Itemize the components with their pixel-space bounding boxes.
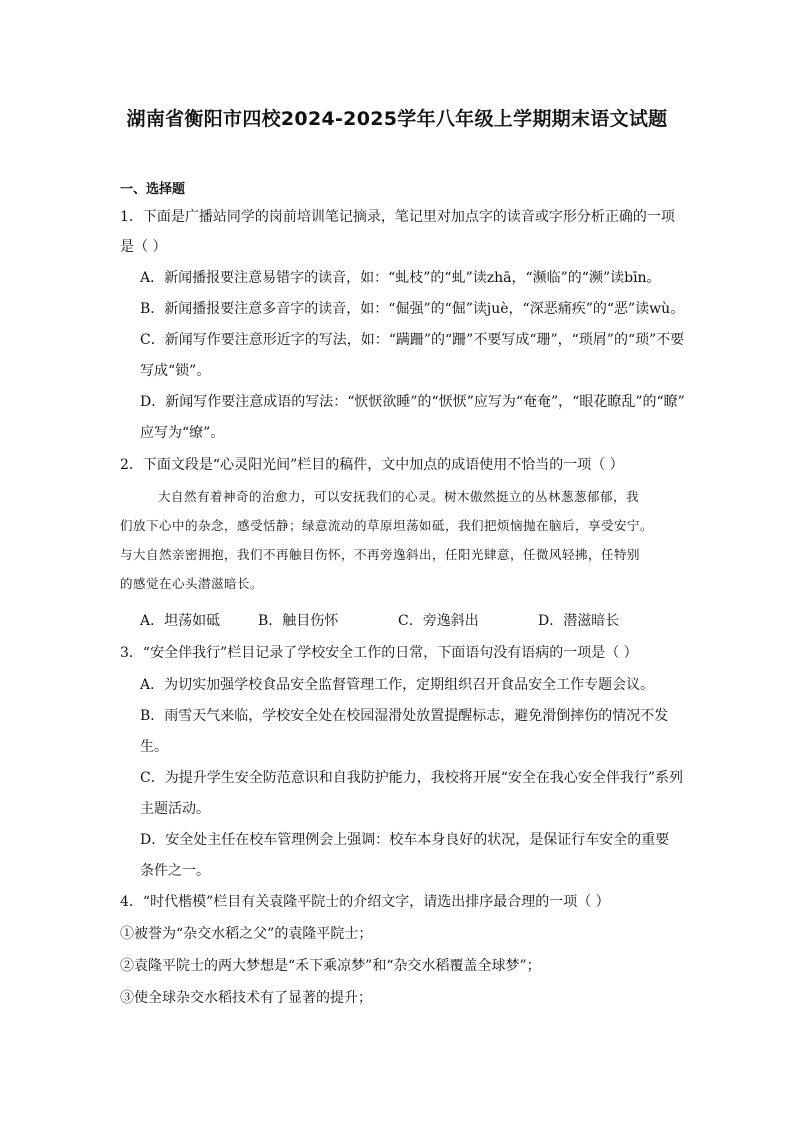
q2-option-d: D．潜滋暗长 [538,613,620,629]
q2-option-b: B．触目伤怀 [258,613,339,629]
q3-option-b-line1: B．雨雪天气来临，学校安全处在校园湿滑处放置提醒标志，避免滑倒摔伤的情况不发 [140,708,669,724]
q4-item-2: ②袁隆平院士的两大梦想是“禾下乘凉梦”和“杂交水稻覆盖全球梦”； [120,958,541,974]
q2-passage-line2: 们放下心中的杂念，感受恬静；绿意流动的草原坦荡如砥，我们把烦恼抛在脑后，享受安宁。 [120,518,654,533]
q1-option-a: A．新闻播报要注意易错字的读音，如：“虬枝”的“虬”读zhā，“濒临”的“濒”读bīn。 [140,270,661,286]
q2-stem: 2．下面文段是“心灵阳光间”栏目的稿件，文中加点的成语使用不恰当的一项（ ） [120,457,624,473]
q1-option-b: B．新闻播报要注意多音字的读音，如：“倔强”的“倔”读juè，“深恶痛疾”的“恶”读wù。 [140,301,685,317]
q2-passage-line1: 大自然有着神奇的治愈力，可以安抚我们的心灵。树木傲然挺立的丛林葱葱郁郁，我 [158,489,640,504]
q1-option-d-line1: D．新闻写作要注意成语的写法：“恹恹欲睡”的“恹恹”应写为“奄奄”，“眼花瞭乱”的“瞭” [140,394,685,410]
q3-option-b-line2: 生。 [140,739,168,755]
q1-stem-line1: 1．下面是广播站同学的岗前培训笔记摘录，笔记里对加点字的读音或字形分析正确的一项 [120,209,675,225]
q3-stem: 3．“安全伴我行”栏目记录了学校安全工作的日常，下面语句没有语病的一项是（ ） [120,645,638,661]
q2-passage-line3: 与大自然亲密拥抱，我们不再触目伤怀，不再旁逸斜出，任阳光肆意，任微风轻拂，任特别 [120,547,641,562]
q1-stem-line2: 是（ ） [120,239,167,255]
q1-option-c-line1: C．新闻写作要注意形近字的写法，如：“蹒跚”的“跚”不要写成“珊”，“琐屑”的“琐”不要 [140,332,685,348]
q4-item-3: ③使全球杂交水稻技术有了显著的提升； [120,990,372,1006]
q2-option-c: C．旁逸斜出 [398,613,479,629]
q1-option-c-line2: 写成“锁”。 [140,363,211,379]
q3-option-a: A．为切实加强学校食品安全监督管理工作，定期组织召开食品安全工作专题会议。 [140,677,655,693]
q3-option-d-line2: 条件之一。 [140,863,210,879]
q3-option-d-line1: D．安全处主任在校车管理例会上强调：校车本身良好的状况，是保证行车安全的重要 [140,832,670,848]
q3-option-c-line2: 主题活动。 [140,801,210,817]
q2-option-a: A．坦荡如砥 [140,613,221,629]
q3-option-c-line1: C．为提升学生安全防范意识和自我防护能力，我校将开展“安全在我心安全伴我行”系列 [140,770,684,786]
page-title: 湖南省衡阳市四校2024-2025学年八年级上学期期末语文试题 [126,108,668,130]
q4-item-1: ①被誉为“杂交水稻之父”的袁隆平院士； [120,926,373,942]
section-heading: 一、选择题 [120,182,186,197]
q2-passage-line4: 的感觉在心头潜滋暗长。 [120,576,264,591]
q4-stem: 4．“时代楷模”栏目有关袁隆平院士的介绍文字，请选出排序最合理的一项（ ） [120,894,610,910]
q1-option-d-line2: 应写为“缭”。 [140,425,225,441]
